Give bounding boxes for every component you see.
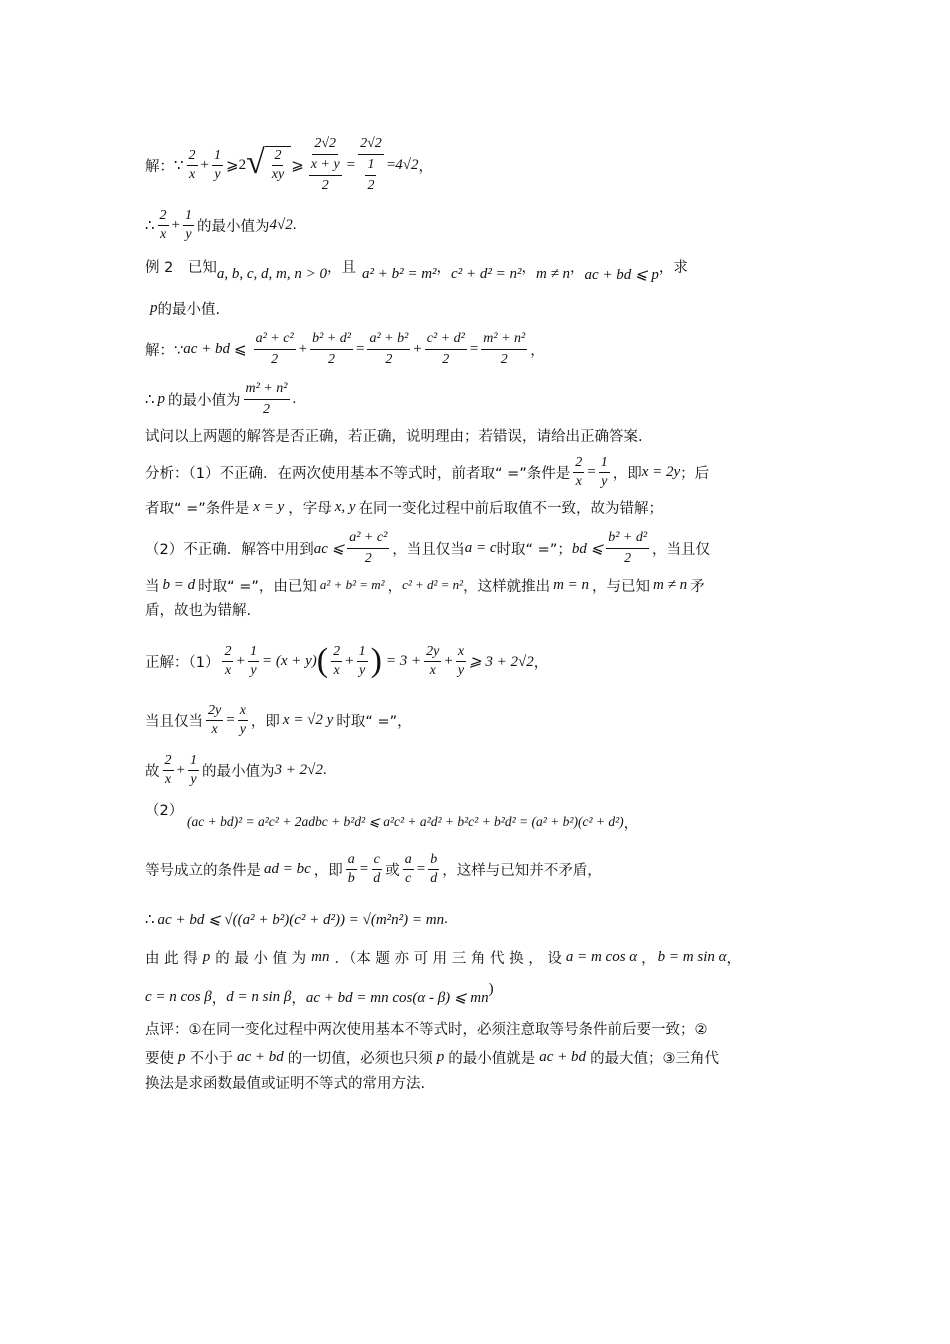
comma: ，	[533, 654, 549, 671]
plus-sign: +	[413, 340, 422, 357]
result-value: 4√2	[395, 156, 419, 173]
solution-label: 解：	[145, 158, 174, 175]
solution-text: 的 最 小 值 为	[215, 950, 307, 967]
analysis-text: ，当且仅当	[392, 541, 465, 558]
because-symbol: ∵	[174, 157, 184, 174]
example-2-line: 例 2 已知 a, b, c, d, m, n > 0 ，且 a² + b² = m² ， c² + d² = n² ， m ≠ n ， ac + bd ⩽ p ，求	[145, 252, 810, 280]
analysis-text: 矛	[690, 578, 705, 595]
correct-solution-line-1	[145, 636, 810, 686]
min-value-text: 的最小值为	[168, 392, 241, 409]
equals-sign: =	[359, 860, 369, 877]
plus-sign: +	[171, 216, 181, 233]
math-expr: mn	[311, 948, 330, 965]
math-expr: bd ⩽	[571, 540, 604, 557]
fraction-2y-over-x: $\frac{2y}{x}$	[426, 643, 440, 678]
equals-sign: =	[226, 711, 235, 728]
part-2-expression-line	[187, 810, 807, 834]
fraction-x-over-y: $\frac{x}{y}$	[457, 643, 465, 678]
analysis-text: 时取“ =”，由已知	[198, 578, 317, 595]
plus-sign: +	[444, 652, 453, 669]
fraction-a-over-c: $\frac{a}{c}$	[404, 851, 412, 886]
fraction: $\frac{\text{b² + d²}}{2}$	[312, 330, 351, 367]
math-expr: ac + bd	[237, 1049, 284, 1065]
variable-p: p	[178, 1049, 186, 1065]
comma: ，	[418, 158, 434, 175]
sqrt-bound-line	[145, 904, 810, 934]
fraction-c-over-d: $\frac{c}{d}$	[373, 851, 381, 886]
fraction-a-over-b: $\frac{a}{b}$	[347, 851, 355, 886]
fraction: $\frac{\text{a² + c²}}{2}$	[349, 529, 388, 566]
fraction: $\frac{\text{a² + b²}}{2}$	[369, 330, 409, 367]
math-expr: x = √2 y	[282, 711, 334, 728]
analysis-text: ，当且仅	[652, 541, 711, 558]
solution-1-line	[145, 130, 810, 200]
condition-1: a² + b² = m²	[361, 265, 437, 282]
plus-sign: +	[236, 652, 245, 669]
fraction-2sqrt2-over-half-sum: $\frac{2√2}{\frac{x + y}{2}}$	[310, 136, 340, 193]
comment-text: 的一切值，必须也只须	[287, 1051, 433, 1067]
fraction: $\frac{\text{m² + n²}}{2}$	[483, 330, 526, 367]
math-expr: ac ⩽	[313, 540, 345, 557]
min-value-mn-line: 由 此 得 p 的 最 小 值 为 mn ．（本 题 亦 可 用 三 角 代 换 ， 设 a = m cos α ， b = m sin α ，	[145, 948, 742, 967]
math-expr: ⩾ 3 + 2√2	[469, 653, 534, 670]
analysis-text: 者取“ =”条件是	[145, 500, 250, 517]
math-expr: x, y	[334, 498, 356, 515]
fraction-1-over-y: $\frac{1}{y}$	[189, 752, 197, 787]
fraction-2sqrt2-over-half: $\frac{2√2}{\frac{1}{2}}$	[360, 136, 382, 193]
solution-text: ．（本 题 亦 可 用 三 角 代 换 ， 设	[334, 950, 562, 967]
left-paren: (	[316, 642, 329, 679]
equals-sign: =	[355, 340, 365, 357]
solution-text: 等号成立的条件是	[145, 862, 261, 879]
analysis-text: （2）不正确．解答中用到	[145, 541, 314, 558]
plus-sign: +	[345, 652, 354, 669]
coefficient: 2	[238, 156, 247, 173]
comment-line-3: 换法是求函数最值或证明不等式的常用方法.	[145, 1076, 426, 1092]
part-2-label: （2）	[145, 802, 184, 819]
math-expr: ac + bd ⩽ √((a² + b²)(c² + d²)) = √(m²n²) = mn	[157, 911, 445, 928]
equals-sign: =	[587, 463, 596, 480]
correct-solution-label: 正解：（1）	[145, 654, 220, 671]
period: .	[292, 390, 297, 407]
solution-text: 的最小值为	[201, 763, 275, 780]
plus-sign: +	[176, 761, 185, 778]
comment-line-2	[145, 1044, 810, 1071]
condition-4: ac + bd ⩽ p	[584, 266, 659, 283]
therefore-symbol: ∴	[145, 391, 155, 408]
comment-text: 不小于	[189, 1051, 233, 1067]
fraction-1-over-y: $\frac{1}{y}$	[600, 454, 608, 489]
comment-text: 的最小值就是	[448, 1051, 536, 1067]
fraction-1-over-y: $\frac{1}{y}$	[185, 207, 193, 242]
fraction-2-over-x: $\frac{2}{x}$	[159, 207, 167, 242]
comment-line-1: 点评：①在同一变化过程中两次使用基本不等式时，必须注意取等号条件前后要一致；②	[145, 1022, 708, 1038]
min-value-text: 的最小值为	[197, 218, 270, 235]
math-expr: a² + b² = m²	[319, 577, 385, 592]
solution-text: ，这样与已知并不矛盾，	[442, 862, 602, 879]
comma: ，	[623, 815, 639, 832]
trig-substitution-line: c = n cos β ， d = n sin β ， ac + bd = mn cos(α - β) ⩽ mn )	[145, 980, 494, 1007]
solution-label: 解：∵	[145, 342, 184, 359]
fraction-1-over-y: $\frac{1}{y}$	[249, 643, 257, 678]
period: .	[444, 910, 448, 927]
geq-sign-2: ⩾	[291, 157, 304, 174]
math-expr: c² + d² = n²	[402, 577, 464, 592]
math-expr: ac + bd = mn cos(α - β) ⩽ mn	[305, 989, 489, 1006]
solution-text: ，即	[313, 862, 343, 879]
fraction-2y-over-x: $\frac{2y}{x}$	[208, 702, 222, 737]
question-paragraph: 试问以上两题的解答是否正确，若正确，说明理由；若错误，请给出正确答案.	[145, 429, 643, 445]
fraction-b-over-d: $\frac{b}{d}$	[430, 851, 438, 886]
equals-sign: =	[416, 860, 426, 877]
equality-condition-line	[145, 846, 810, 892]
solution-text: 或	[385, 862, 400, 879]
example-2-question	[150, 295, 815, 321]
conclusion-2-line	[145, 376, 810, 422]
math-expr: d = n sin β	[226, 988, 292, 1005]
fraction-2-over-x: $\frac{2}{x}$	[164, 752, 172, 787]
comment-text: 的最大值；③三角代	[590, 1051, 720, 1067]
analysis-text: ，字母	[288, 500, 332, 517]
math-expr: (ac + bd)² = a²c² + 2adbc + b²d² ⩽ a²c² + a²d² + b²c² + b²d² = (a² + b²)(c² + d²)	[187, 814, 624, 829]
analysis-text: 当	[145, 578, 160, 595]
fraction-2-over-x: $\frac{2}{x}$	[575, 454, 583, 489]
and-text: ，且	[326, 259, 356, 276]
variable-p: p	[202, 948, 211, 965]
plus-sign: +	[200, 156, 210, 173]
comment-text: 要使	[145, 1051, 174, 1067]
math-expr: m ≠ n	[653, 576, 688, 593]
analysis-line-3	[145, 526, 810, 570]
math-expr: x = 2y	[641, 463, 681, 480]
geq-sign: ⩾	[226, 157, 239, 174]
math-expr: m = n	[553, 576, 590, 593]
period: .	[292, 216, 297, 233]
analysis-text: 分析：（1）不正确．在两次使用基本不等式时，前者取“ =”条件是	[145, 465, 571, 482]
math-expr: = 3 +	[385, 652, 422, 669]
math-expr: a = m cos α	[565, 948, 638, 965]
analysis-text: ，即	[612, 465, 642, 482]
math-expr: b = d	[162, 576, 196, 593]
therefore-symbol: ∴	[145, 217, 155, 234]
therefore-symbol: ∴	[145, 911, 155, 928]
analysis-line-5: 盾，故也为错解.	[145, 603, 252, 619]
solution-text: ，即	[250, 713, 280, 730]
analysis-line-4: 当 b = d 时取“ =”，由已知 a² + b² = m² ， c² + d² = n² ，这样就推出 m = n ，与已知 m ≠ n 矛	[145, 576, 705, 595]
solution-2-line: 解：∵ ac + bd ⩽ $\frac{\text{a² + c²}}{2}$ + $\frac{\text{b² + d²}}{2}$ = $\frac{\text{a² + b²}}{2}$ + $\frac{\text{c² + d²}}{2}$ = $\frac{\text{m² + n²}}{2}$ ，	[145, 326, 810, 372]
fraction-1-over-y: $\frac{1}{y}$	[214, 147, 222, 182]
fraction: $\frac{\text{c² + d²}}{2}$	[426, 330, 465, 367]
correct-solution-line-3	[145, 750, 810, 790]
fraction-1-over-y: $\frac{1}{y}$	[358, 643, 366, 678]
fraction-2-over-x: $\frac{2}{x}$	[333, 643, 341, 678]
condition-3: m ≠ n	[535, 265, 571, 282]
analysis-text: ；后	[680, 465, 710, 482]
equals-sign: =	[346, 156, 356, 173]
condition-2: c² + d² = n²	[451, 265, 522, 282]
equals-sign-2: =	[386, 156, 396, 173]
min-value-fraction: $\frac{\text{m² + n²}}{2}$	[245, 380, 288, 417]
analysis-text: ，与已知	[592, 578, 651, 595]
math-expr: = (x + y)	[261, 652, 317, 669]
variable-p: p	[157, 390, 166, 407]
math-expr: c = n cos β	[145, 988, 212, 1005]
math-expr: ac + bd	[539, 1049, 587, 1065]
example-2-label: 例 2 已知	[145, 259, 217, 276]
correct-solution-line-2	[145, 698, 810, 742]
min-value: 4√2	[269, 216, 293, 233]
fraction-2-over-x: $\frac{2}{x}$	[224, 643, 232, 678]
variable-p: p	[436, 1049, 445, 1065]
analysis-text: 在同一变化过程中前后取值不一致，故为错解；	[358, 500, 664, 517]
analysis-line-1	[145, 452, 810, 492]
plus-sign: +	[298, 340, 308, 357]
solution-text: 当且仅当	[145, 713, 203, 730]
conclusion-1-line	[145, 205, 810, 245]
math-expr: ad = bc	[264, 860, 311, 877]
sqrt-2-over-xy: √ $\frac{2}{xy}$	[246, 146, 291, 184]
period: .	[322, 761, 327, 778]
analysis-text: 时取“ =”；	[496, 541, 572, 558]
fraction-x-over-y: $\frac{x}{y}$	[239, 702, 246, 737]
ask-text: ，求	[658, 259, 688, 276]
math-expr: 3 + 2√2	[274, 761, 323, 778]
question-text: 的最小值.	[157, 301, 221, 318]
fraction: $\frac{\text{a² + c²}}{2}$	[255, 330, 294, 367]
positive-variables: a, b, c, d, m, n > 0	[216, 265, 327, 282]
right-paren: )	[370, 642, 382, 679]
solution-text: 时取“ =”，	[336, 713, 412, 730]
solution-text: 由 此 得	[145, 950, 198, 967]
leq-sign: ⩽	[234, 341, 247, 358]
close-paren: )	[488, 980, 494, 997]
analysis-line-2	[145, 494, 810, 520]
variable-p: p	[150, 299, 158, 316]
fraction: $\frac{\text{b² + d²}}{2}$	[608, 529, 648, 566]
analysis-text: ，这样就推出	[463, 578, 551, 595]
lhs: ac + bd	[183, 340, 231, 357]
math-expr: b = m sin α	[657, 948, 727, 965]
equals-sign: =	[469, 340, 479, 357]
math-expr: a = c	[464, 539, 497, 556]
fraction-2-over-x: $\frac{2}{x}$	[188, 147, 196, 182]
math-expr: x = y	[253, 498, 285, 515]
solution-text: 故	[145, 763, 160, 780]
